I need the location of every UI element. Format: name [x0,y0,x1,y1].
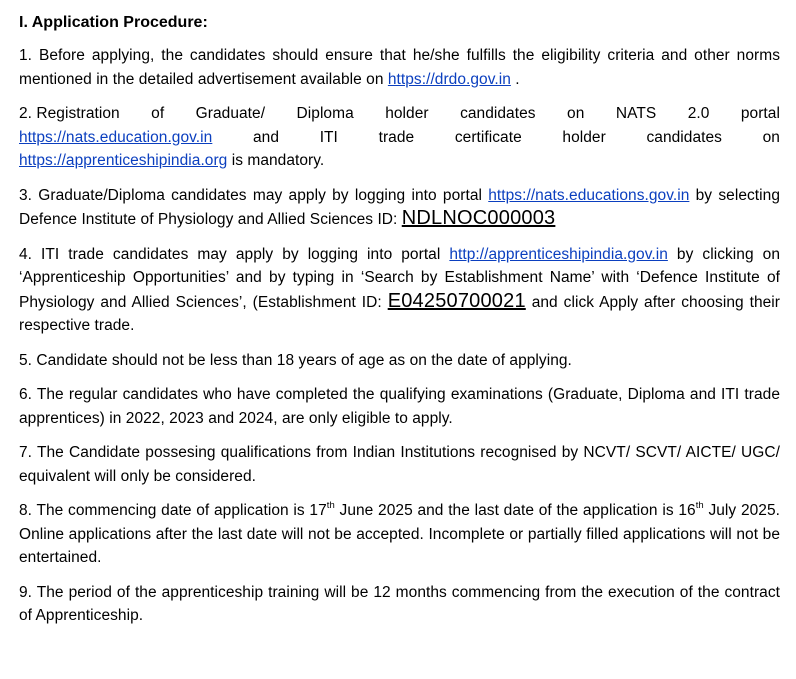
item-8-part-b: June 2025 and the last date of the application is 16 [339,502,696,519]
item-2-word: ITI [319,128,338,146]
item-2-word: trade [378,128,415,146]
procedure-item-2 [19,102,780,173]
item-2-line-2 [19,126,780,150]
item-2-line-1 [19,102,780,126]
procedure-item-5: 5. Candidate should not be less than 18 years of age as on the date of applying. [19,351,572,369]
nats-educations-link[interactable]: https://nats.educations.gov.in [488,186,690,204]
item-4-text: 4. ITI trade candidates may apply by logging into portal [19,245,441,263]
item-2-word: Diploma [296,105,354,122]
item-2-line-3 [19,149,780,173]
item-2-word: 2. Registration [19,105,120,122]
item-2-word: NATS [615,105,657,122]
procedure-item-6: 6. The regular candidates who have completed the qualifying examinations (Graduate, Diploma and ITI trade apprentices) in 2022, 2023 and 2024, are only eligible to apply. [19,386,780,427]
procedure-item-8 [19,499,780,570]
nats-education-link[interactable]: https://nats.education.gov.in [19,128,213,146]
procedure-item-1 [19,44,780,91]
item-8-part-c: July 2025. Online applications after the last date will not be accepted. Incomplete or partially filled applications will not be entertained. [19,502,780,566]
section-heading: I. Application Procedure: [19,14,208,31]
item-2-word: candidates [460,105,536,122]
item-2-word: on [567,105,585,122]
item-2-tail: is mandatory. [231,152,325,169]
apprenticeship-org-link[interactable]: https://apprenticeshipindia.org [19,152,228,169]
apprenticeship-gov-link[interactable]: http://apprenticeshipindia.gov.in [449,245,668,263]
item-1-tail: . [515,70,520,88]
item-2-word: certificate [454,128,522,146]
procedure-item-7: 7. The Candidate possesing qualifications from Indian Institutions recognised by NCVT/ SCVT/ AICTE/ UGC/ equivalent will only be considered. [19,444,780,485]
establishment-id: E04250700021 [387,289,526,312]
item-2-word: and [253,128,280,146]
procedure-item-3 [19,184,780,232]
item-2-word: 2.0 [687,105,710,122]
item-8-part-a: 8. The commencing date of application is 17 [19,502,327,519]
item-2-word: portal [740,105,780,122]
ordinal-suffix: th [695,500,704,511]
item-1-text: 1. Before applying, the candidates should ensure that he/she fulfills the eligibility criteria and other norms mentioned in the detailed advertisement available on [19,47,780,88]
item-2-word: of [151,105,165,122]
procedure-item-9: 9. The period of the apprenticeship training will be 12 months commencing from the execution of the contract of Apprenticeship. [19,583,780,624]
item-4-mid: by clicking on ‘Apprenticeship Opportunities’ and by typing in ‘Search by Establishment Name’ with ‘Defence Institute of Physiology and Allied Sciences’, (Establishment ID: [19,245,781,311]
drdo-link[interactable]: https://drdo.gov.in [387,70,511,88]
procedure-item-4 [19,243,780,338]
item-3-text: 3. Graduate/Diploma candidates may apply by logging into portal [19,186,482,204]
defence-institute-id: NDLNOC000003 [401,207,556,229]
item-2-word: on [762,128,780,146]
ordinal-suffix: th [326,500,335,511]
item-2-word: Graduate/ [195,105,266,122]
item-2-word: holder [562,128,606,146]
item-2-word: candidates [646,128,722,146]
item-3-mid: by selecting Defence Institute of Physiology and Allied Sciences ID: [19,186,780,228]
item-2-word: holder [385,105,429,122]
item-4-tail: and click Apply after choosing their respective trade. [19,293,781,334]
